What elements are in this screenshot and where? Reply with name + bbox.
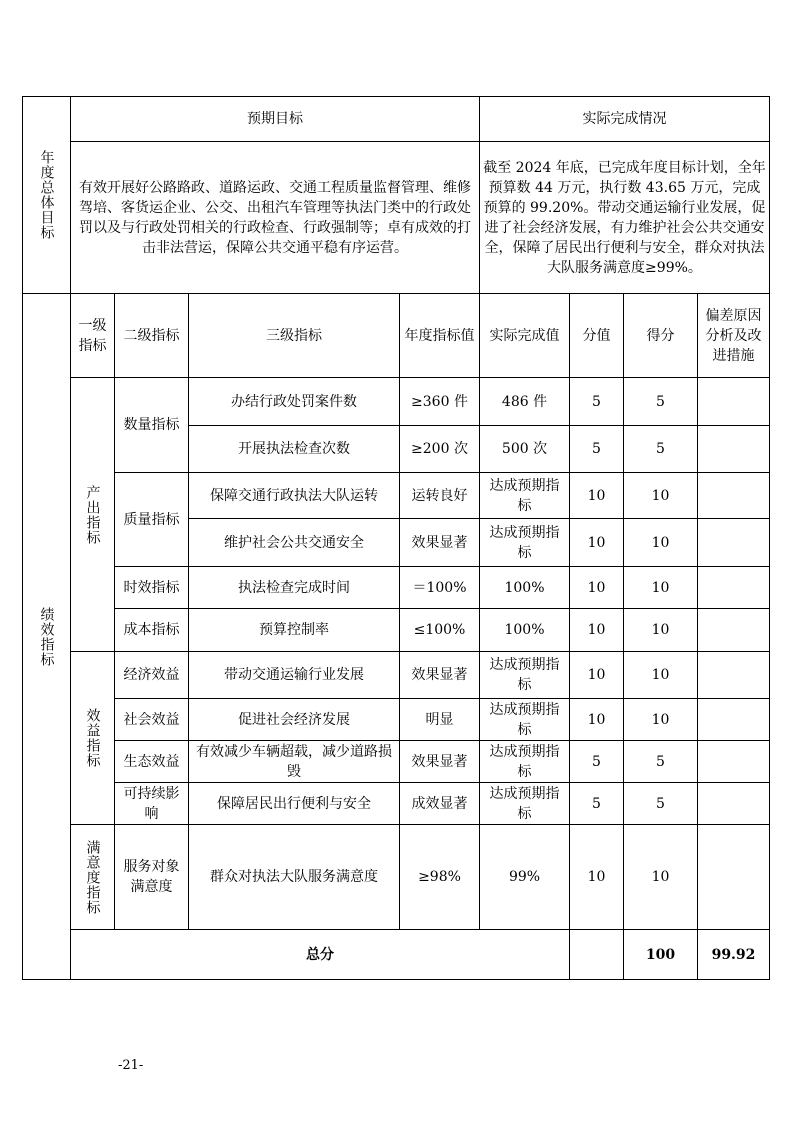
level2-sustainable: 可持续影响 xyxy=(115,783,189,825)
header-target: 年度指标值 xyxy=(400,294,480,378)
target-cell: ≥360 件 xyxy=(400,378,480,426)
level2-quality: 质量指标 xyxy=(115,473,189,567)
table-row xyxy=(23,473,770,519)
deviation-cell xyxy=(698,378,770,426)
actual-status-text: 截至 2024 年底，已完成年度目标计划，全年预算数 44 万元，执行数 43.65 万元，完成预算的 99.20%。带动交通运输行业发展，促进了社会经济发展，有力维护社会公共交通安全，保障了居民出行便利与安全，群众对执法大队服务满意度≥99%。 xyxy=(480,142,770,294)
level1-satisfaction: 满意度指标 xyxy=(71,825,115,930)
total-actual-cell xyxy=(570,930,624,980)
level2-social: 社会效益 xyxy=(115,699,189,741)
level3-cell: 办结行政处罚案件数 xyxy=(189,378,400,426)
score-cell: 10 xyxy=(624,567,698,609)
deviation-cell xyxy=(698,519,770,567)
level3-cell: 开展执法检查次数 xyxy=(189,426,400,473)
actual-status-header: 实际完成情况 xyxy=(480,97,770,142)
actual-cell: 达成预期指标 xyxy=(480,783,570,825)
actual-cell: 99% xyxy=(480,825,570,930)
weight-cell: 10 xyxy=(570,519,624,567)
target-cell: 成效显著 xyxy=(400,783,480,825)
deviation-cell xyxy=(698,652,770,699)
weight-cell: 10 xyxy=(570,825,624,930)
actual-cell: 500 次 xyxy=(480,426,570,473)
score-cell: 10 xyxy=(624,825,698,930)
expected-goal-header: 预期目标 xyxy=(71,97,480,142)
table-row xyxy=(23,378,770,426)
table-row xyxy=(23,609,770,652)
weight-cell: 5 xyxy=(570,783,624,825)
weight-cell: 10 xyxy=(570,473,624,519)
performance-table xyxy=(22,96,770,980)
deviation-cell xyxy=(698,426,770,473)
total-row xyxy=(23,930,770,980)
total-weight: 100 xyxy=(624,930,698,980)
table-row xyxy=(23,741,770,783)
level3-cell: 有效减少车辆超载，减少道路损毁 xyxy=(189,741,400,783)
expected-goal-text: 有效开展好公路路政、道路运政、交通工程质量监督管理、维修驾培、客货运企业、公交、出租汽车管理等执法门类中的行政处罚以及与行政处罚相关的行政检查、行政强制等；卓有成效的打击非法营运，保障公共交通平稳有序运营。 xyxy=(71,142,480,294)
perf-indicators-label: 绩效指标 xyxy=(23,294,71,980)
table-row xyxy=(23,652,770,699)
header-weight: 分值 xyxy=(570,294,624,378)
level3-cell: 执法检查完成时间 xyxy=(189,567,400,609)
actual-cell: 达成预期指标 xyxy=(480,519,570,567)
deviation-cell xyxy=(698,473,770,519)
header-level3: 三级指标 xyxy=(189,294,400,378)
target-cell: ＝100% xyxy=(400,567,480,609)
level3-cell: 保障交通行政执法大队运转 xyxy=(189,473,400,519)
level2-service-satisfaction: 服务对象满意度 xyxy=(115,825,189,930)
weight-cell: 10 xyxy=(570,652,624,699)
score-cell: 5 xyxy=(624,741,698,783)
weight-cell: 10 xyxy=(570,609,624,652)
score-cell: 5 xyxy=(624,378,698,426)
score-cell: 5 xyxy=(624,426,698,473)
level2-economic: 经济效益 xyxy=(115,652,189,699)
target-cell: 效果显著 xyxy=(400,519,480,567)
level3-cell: 保障居民出行便利与安全 xyxy=(189,783,400,825)
total-score: 99.92 xyxy=(698,930,770,980)
level3-cell: 群众对执法大队服务满意度 xyxy=(189,825,400,930)
weight-cell: 10 xyxy=(570,699,624,741)
annual-goal-label: 年度总体目标 xyxy=(23,97,71,294)
header-actual: 实际完成值 xyxy=(480,294,570,378)
score-cell: 10 xyxy=(624,699,698,741)
table-row xyxy=(23,825,770,930)
table-row xyxy=(23,567,770,609)
level1-benefit: 效益指标 xyxy=(71,652,115,825)
deviation-cell xyxy=(698,741,770,783)
weight-cell: 5 xyxy=(570,426,624,473)
actual-cell: 达成预期指标 xyxy=(480,741,570,783)
header-level1: 一级指标 xyxy=(71,294,115,378)
level2-cost: 成本指标 xyxy=(115,609,189,652)
target-cell: 运转良好 xyxy=(400,473,480,519)
header-deviation: 偏差原因分析及改进措施 xyxy=(698,294,770,378)
level3-cell: 促进社会经济发展 xyxy=(189,699,400,741)
table-row xyxy=(23,699,770,741)
target-cell: 明显 xyxy=(400,699,480,741)
actual-cell: 达成预期指标 xyxy=(480,652,570,699)
level3-cell: 预算控制率 xyxy=(189,609,400,652)
target-cell: ≥98% xyxy=(400,825,480,930)
score-cell: 10 xyxy=(624,609,698,652)
deviation-cell xyxy=(698,783,770,825)
deviation-cell xyxy=(698,825,770,930)
table-row xyxy=(23,783,770,825)
level1-output: 产出指标 xyxy=(71,378,115,652)
level2-ecological: 生态效益 xyxy=(115,741,189,783)
actual-cell: 达成预期指标 xyxy=(480,699,570,741)
level3-cell: 维护社会公共交通安全 xyxy=(189,519,400,567)
weight-cell: 5 xyxy=(570,741,624,783)
target-cell: ≥200 次 xyxy=(400,426,480,473)
page-number: -21- xyxy=(118,1058,144,1073)
deviation-cell xyxy=(698,699,770,741)
deviation-cell xyxy=(698,567,770,609)
score-cell: 10 xyxy=(624,652,698,699)
weight-cell: 10 xyxy=(570,567,624,609)
header-level2: 二级指标 xyxy=(115,294,189,378)
deviation-cell xyxy=(698,609,770,652)
total-label: 总分 xyxy=(71,930,570,980)
target-cell: 效果显著 xyxy=(400,741,480,783)
actual-cell: 达成预期指标 xyxy=(480,473,570,519)
target-cell: ≤100% xyxy=(400,609,480,652)
target-cell: 效果显著 xyxy=(400,652,480,699)
level2-quantity: 数量指标 xyxy=(115,378,189,473)
score-cell: 10 xyxy=(624,519,698,567)
weight-cell: 5 xyxy=(570,378,624,426)
actual-cell: 100% xyxy=(480,609,570,652)
score-cell: 5 xyxy=(624,783,698,825)
actual-cell: 100% xyxy=(480,567,570,609)
actual-cell: 486 件 xyxy=(480,378,570,426)
score-cell: 10 xyxy=(624,473,698,519)
header-score: 得分 xyxy=(624,294,698,378)
level3-cell: 带动交通运输行业发展 xyxy=(189,652,400,699)
level2-timeliness: 时效指标 xyxy=(115,567,189,609)
